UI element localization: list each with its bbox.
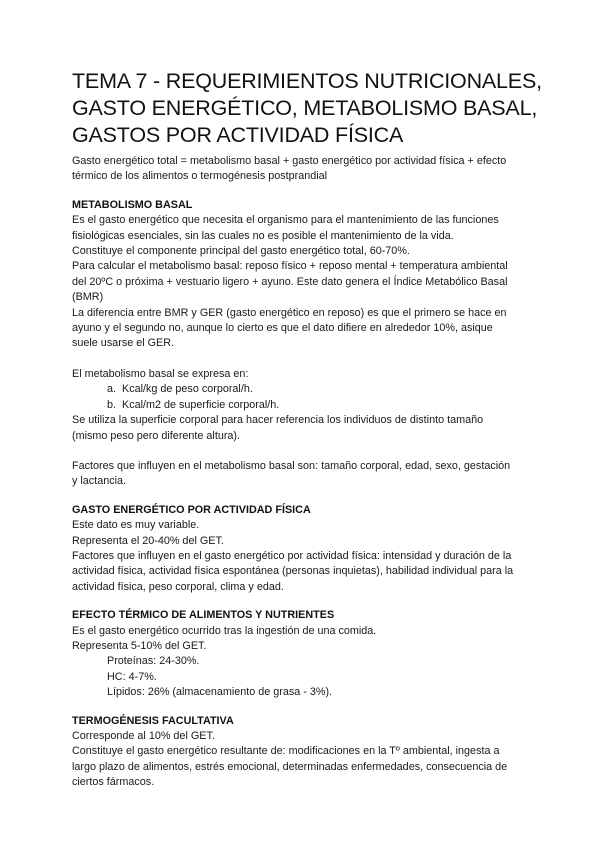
- text-line: Representa 5-10% del GET.: [72, 639, 207, 652]
- section-heading: EFECTO TÉRMICO DE ALIMENTOS Y NUTRIENTES: [72, 609, 335, 622]
- text-line: Se utiliza la superficie corporal para hacer referencia los individuos de distinto tamaño: [72, 414, 484, 427]
- text-line: actividad física, peso corporal, clima y edad.: [72, 580, 284, 593]
- section-efecto-termico: [72, 608, 548, 700]
- list-item: b. Kcal/m2 de superficie corporal/h.: [107, 398, 280, 411]
- text-line: fisiológicas esenciales, sin las cuales no es posible el mantenimiento de la vida.: [72, 229, 454, 242]
- title-line: GASTO ENERGÉTICO, METABOLISMO BASAL,: [72, 96, 538, 120]
- text-line: Constituye el componente principal del gasto energético total, 60-70%.: [72, 245, 410, 258]
- section-heading: GASTO ENERGÉTICO POR ACTIVIDAD FÍSICA: [72, 503, 311, 516]
- title-line: GASTOS POR ACTIVIDAD FÍSICA: [72, 123, 404, 147]
- text-line: Factores que influyen en el gasto energético por actividad física: intensidad y duración de la: [72, 549, 512, 562]
- text-line: Es el gasto energético ocurrido tras la ingestión de una comida.: [72, 624, 377, 637]
- text-line: El metabolismo basal se expresa en:: [72, 367, 249, 380]
- section-heading: METABOLISMO BASAL: [72, 198, 193, 211]
- list-item: a. Kcal/kg de peso corporal/h.: [107, 383, 253, 396]
- section-heading: TERMOGÉNESIS FACULTATIVA: [72, 714, 234, 727]
- page-title: [72, 68, 548, 149]
- text-line: Para calcular el metabolismo basal: reposo físico + reposo mental + temperatura ambiental: [72, 260, 508, 273]
- text-line: Este dato es muy variable.: [72, 519, 200, 532]
- text-line: del 20ºC o próxima + vestuario ligero + ayuno. Este dato genera el Índice Metabólico Basal: [72, 275, 508, 288]
- units-list: [72, 382, 548, 413]
- text-line: Es el gasto energético que necesita el organismo para el mantenimiento de las funciones: [72, 214, 499, 227]
- text-line: ciertos fármacos.: [72, 776, 155, 789]
- nutrient-item: Proteínas: 24-30%.: [107, 655, 200, 668]
- section-termogenesis: [72, 714, 548, 791]
- text-line: (mismo peso pero diferente altura).: [72, 429, 241, 442]
- text-line: Factores que influyen en el metabolismo basal son: tamaño corporal, edad, sexo, gestación: [72, 459, 511, 472]
- text-line: actividad física, actividad física espontánea (personas inquietas), habilidad individual para la: [72, 565, 514, 578]
- text-line: Corresponde al 10% del GET.: [72, 730, 215, 742]
- text-line: Constituye el gasto energético resultante de: modificaciones en la Tº ambiental, ingesta a: [72, 745, 500, 758]
- title-line: TEMA 7 - REQUERIMIENTOS NUTRICIONALES,: [72, 69, 542, 93]
- section-actividad-fisica: [72, 503, 548, 595]
- text-line: (BMR): [72, 291, 104, 304]
- text-line: Representa el 20-40% del GET.: [72, 534, 224, 547]
- intro-line: térmico de los alimentos o termogénesis postprandial: [72, 170, 328, 183]
- nutrient-item: Lípidos: 26% (almacenamiento de grasa - 3%).: [107, 686, 333, 699]
- text-line: largo plazo de alimentos, estrés emocional, determinadas enfermedades, consecuencia de: [72, 760, 508, 773]
- intro-paragraph: [72, 154, 548, 185]
- text-line: La diferencia entre BMR y GER (gasto energético en reposo) es que el primero se hace en: [72, 306, 507, 319]
- nutrient-item: HC: 4-7%.: [107, 670, 157, 683]
- text-line: ayuno y el segundo no, aunque lo cierto es que el dato difiere en alrededor 10%, asique: [72, 322, 493, 335]
- text-line: suele usarse el GER.: [72, 337, 175, 350]
- section-metabolismo-basal: [72, 198, 548, 490]
- text-line: y lactancia.: [72, 475, 127, 488]
- intro-line: Gasto energético total = metabolismo basal + gasto energético por actividad física + efecto: [72, 155, 507, 167]
